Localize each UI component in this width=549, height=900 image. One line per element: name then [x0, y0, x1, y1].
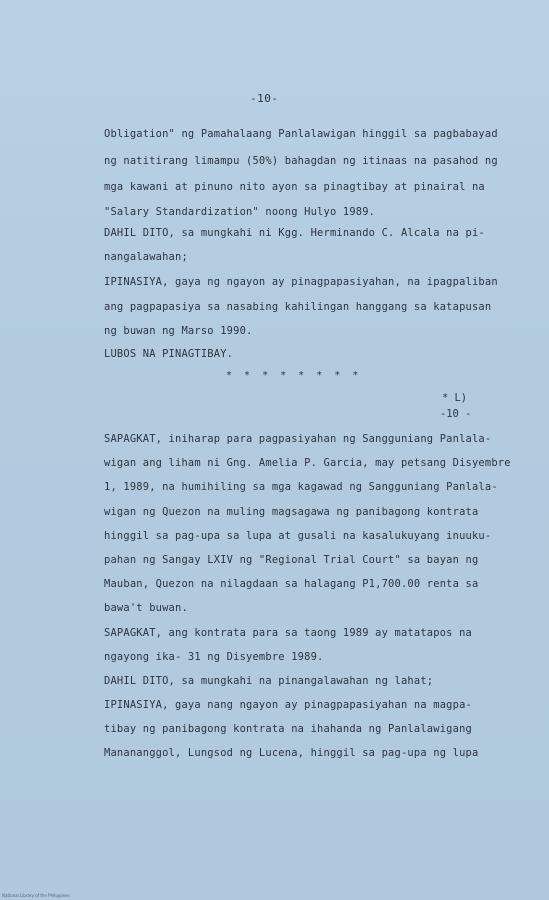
- text-line: Mauban, Quezon na nilagdaan sa halagang P1,700.00 renta sa: [104, 578, 479, 590]
- text-line: wigan ng Quezon na muling magsagawa ng panibagong kontrata: [104, 506, 479, 518]
- text-line: tibay ng panibagong kontrata na ihahanda ng Panlalawigang: [104, 723, 472, 735]
- page-number: -10-: [250, 92, 279, 105]
- text-line: ngayong ika- 31 ng Disyembre 1989.: [104, 651, 324, 663]
- text-line: 1, 1989, na humihiling sa mga kagawad ng Sangguniang Panlala-: [104, 481, 498, 493]
- text-line: DAHIL DITO, sa mungkahi ni Kgg. Herminando C. Alcala na pi-: [104, 227, 485, 239]
- footer-caption: National Library of the Philippines: [2, 893, 70, 898]
- text-line: nangalawahan;: [104, 251, 188, 263]
- text-line: pahan ng Sangay LXIV ng "Regional Trial Court" sa bayan ng: [104, 554, 479, 566]
- text-line: Manananggol, Lungsod ng Lucena, hinggil sa pag-upa ng lupa: [104, 747, 479, 759]
- text-line: LUBOS NA PINAGTIBAY.: [104, 348, 234, 360]
- text-line: DAHIL DITO, sa mungkahi na pinangalawahan ng lahat;: [104, 675, 434, 687]
- text-line: IPINASIYA, gaya nang ngayon ay pinagpapasiyahan na magpa-: [104, 699, 472, 711]
- section-separator: * * * * * * * *: [226, 370, 362, 381]
- text-line: bawa't buwan.: [104, 602, 188, 614]
- text-line: SAPAGKAT, ang kontrata para sa taong 1989 ay matatapos na: [104, 627, 472, 639]
- text-line: wigan ang liham ni Gng. Amelia P. Garcia, may petsang Disyembre: [104, 457, 511, 469]
- text-line: ng natitirang limampu (50%) bahagdan ng itinaas na pasahod ng: [104, 155, 498, 167]
- text-line: ang pagpapasiya sa nasabing kahilingan hanggang sa katapusan: [104, 301, 492, 313]
- page-marker: [440, 390, 471, 422]
- text-line: "Salary Standardization" noong Hulyo 1989.: [104, 206, 376, 218]
- text-line: ng buwan ng Marso 1990.: [104, 325, 253, 337]
- marker-line: -10 -: [440, 408, 472, 420]
- marker-line: * L): [442, 392, 468, 404]
- text-line: Obligation" ng Pamahalaang Panlalawigan hinggil sa pagbabayad: [104, 128, 498, 140]
- text-line: IPINASIYA, gaya ng ngayon ay pinagpapasiyahan, na ipagpaliban: [104, 276, 498, 288]
- text-line: hinggil sa pag-upa sa lupa at gusali na kasalukuyang inuuku-: [104, 530, 492, 542]
- text-line: SAPAGKAT, iniharap para pagpasiyahan ng Sangguniang Panlala-: [104, 433, 492, 445]
- text-line: mga kawani at pinuno nito ayon sa pinagtibay at pinairal na: [104, 181, 485, 193]
